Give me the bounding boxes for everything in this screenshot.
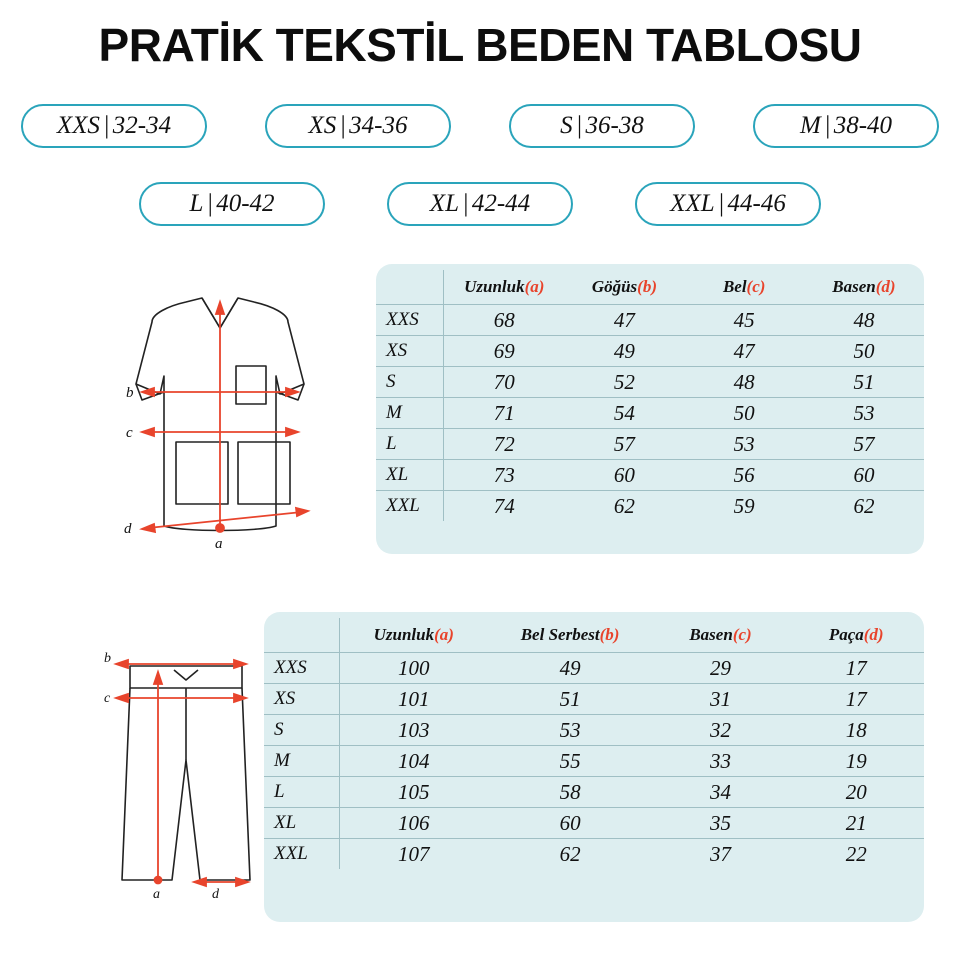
size-pill-xl[interactable]	[387, 182, 573, 226]
size-pill-l[interactable]	[139, 182, 325, 226]
cell-gogus: 52	[564, 367, 684, 398]
size-pill-code: XXS	[56, 112, 100, 139]
label-b: b	[104, 651, 111, 666]
cell-gogus: 60	[564, 460, 684, 491]
cell-uzunluk: 72	[444, 429, 565, 460]
cell-paca: 17	[788, 684, 924, 715]
cell-basen: 35	[653, 808, 789, 839]
label-a: a	[153, 887, 160, 902]
cell-bel-serbest: 62	[559, 841, 581, 866]
page-title: PRATİK TEKSTİL BEDEN TABLOSU	[98, 19, 862, 71]
label-c: c	[126, 425, 133, 441]
size-pill-code: S	[560, 112, 573, 139]
cell-uzunluk: 103	[340, 715, 488, 746]
cell-bel: 56	[684, 460, 803, 491]
cell-basen: 50	[804, 336, 924, 367]
size-pill-range: 36-38	[585, 112, 644, 139]
row-size: XXS	[376, 305, 444, 336]
column-label: Bel	[722, 277, 747, 296]
cell-uzunluk: 69	[444, 336, 565, 367]
cell-uzunluk: 68	[444, 305, 565, 336]
cell-uzunluk: 70	[444, 367, 565, 398]
cell-basen: 34	[653, 777, 789, 808]
label-b: b	[126, 385, 134, 401]
column-header-bel-serbest	[488, 618, 653, 653]
table-row	[376, 491, 924, 522]
cell-basen: 33	[653, 746, 789, 777]
table-row	[264, 746, 924, 777]
column-marker: (b)	[637, 277, 657, 296]
size-pill-range: 38-40	[833, 112, 893, 139]
column-header-bel	[684, 270, 803, 305]
table-row	[264, 839, 924, 870]
cell-uzunluk: 71	[444, 398, 565, 429]
bottom-size-table	[264, 618, 924, 869]
table-row	[376, 336, 924, 367]
cell-gogus: 49	[564, 336, 684, 367]
column-label: Göğüs	[591, 277, 638, 296]
cell-uzunluk: 105	[340, 777, 488, 808]
table-row	[376, 429, 924, 460]
cell-gogus: 47	[564, 305, 684, 336]
row-size: L	[264, 777, 340, 808]
cell-bel-serbest: 53	[488, 715, 653, 746]
column-marker: (c)	[732, 625, 752, 644]
size-pill-separator: |	[339, 112, 347, 139]
table-row	[264, 684, 924, 715]
column-label: Uzunluk	[464, 277, 525, 296]
table-header-row	[264, 618, 924, 653]
column-header-basen	[804, 270, 924, 305]
cell-basen: 57	[804, 429, 924, 460]
cell-bel: 50	[684, 398, 803, 429]
cell-basen: 62	[853, 493, 875, 518]
cell-paca: 20	[788, 777, 924, 808]
cell-bel: 59	[733, 493, 755, 518]
row-size: XXL	[376, 491, 444, 522]
size-pill-range: 42-44	[471, 190, 531, 217]
column-marker: (d)	[863, 625, 884, 644]
size-pill-separator: |	[575, 112, 583, 139]
column-header-uzunluk	[340, 618, 488, 653]
size-pill-range: 34-36	[349, 112, 408, 139]
label-c: c	[104, 691, 111, 706]
cell-gogus: 54	[564, 398, 684, 429]
top-size-table-card	[376, 264, 924, 554]
cell-basen: 48	[804, 305, 924, 336]
cell-bel: 48	[684, 367, 803, 398]
size-pill-code: M	[799, 112, 821, 139]
cell-uzunluk: 104	[340, 746, 488, 777]
size-pill-code: XS	[308, 112, 337, 139]
cell-basen: 37	[710, 841, 732, 866]
column-header-paca	[788, 618, 924, 653]
cell-bel: 45	[684, 305, 803, 336]
table-header-row	[376, 270, 924, 305]
cell-basen: 29	[653, 653, 789, 684]
size-pill-range: 44-46	[727, 190, 786, 217]
size-pill-m[interactable]	[753, 104, 939, 148]
cell-bel-serbest: 49	[488, 653, 653, 684]
table-row	[264, 777, 924, 808]
column-marker: (d)	[875, 277, 896, 296]
row-size: XXL	[264, 839, 340, 870]
cell-paca: 17	[788, 653, 924, 684]
row-size: XL	[376, 460, 444, 491]
row-size: S	[376, 367, 444, 398]
cell-uzunluk: 107	[398, 841, 430, 866]
cell-paca: 18	[788, 715, 924, 746]
top-size-table	[376, 270, 924, 521]
size-pill-xxl[interactable]	[635, 182, 821, 226]
cell-bel: 47	[684, 336, 803, 367]
cell-uzunluk: 106	[340, 808, 488, 839]
label-a: a	[215, 536, 223, 550]
table-row	[264, 715, 924, 746]
row-size: XS	[264, 684, 340, 715]
column-marker: (b)	[599, 625, 620, 644]
column-header-size	[264, 618, 340, 653]
row-size: L	[376, 429, 444, 460]
size-pill-code: L	[189, 190, 204, 217]
size-pill-row-1	[0, 104, 960, 148]
row-size: XXS	[264, 653, 340, 684]
column-marker: (c)	[746, 277, 766, 296]
size-pill-separator: |	[102, 112, 110, 139]
cell-bel-serbest: 60	[488, 808, 653, 839]
column-label: Paça	[828, 625, 864, 644]
row-size: XS	[376, 336, 444, 367]
size-pill-code: XXL	[670, 190, 715, 217]
cell-gogus: 57	[564, 429, 684, 460]
cell-basen: 60	[804, 460, 924, 491]
cell-basen: 53	[804, 398, 924, 429]
size-pill-xxs[interactable]	[21, 104, 207, 148]
row-size: S	[264, 715, 340, 746]
size-pill-s[interactable]	[509, 104, 695, 148]
cell-paca: 21	[788, 808, 924, 839]
column-marker: (a)	[524, 277, 545, 296]
table-row	[264, 653, 924, 684]
size-pill-separator: |	[461, 190, 469, 217]
size-pill-code: XL	[429, 190, 459, 217]
size-pill-separator: |	[206, 190, 214, 217]
table-row	[376, 398, 924, 429]
cell-basen: 32	[653, 715, 789, 746]
cell-bel-serbest: 55	[488, 746, 653, 777]
cell-uzunluk: 74	[493, 493, 515, 518]
scrub-pants-diagram	[96, 640, 276, 910]
size-pill-separator: |	[823, 112, 831, 139]
cell-bel-serbest: 51	[488, 684, 653, 715]
column-marker: (a)	[434, 625, 454, 644]
row-size: M	[376, 398, 444, 429]
column-header-uzunluk	[444, 270, 565, 305]
label-d: d	[124, 521, 132, 537]
column-label: Uzunluk	[373, 625, 435, 644]
table-row	[376, 460, 924, 491]
row-size: M	[264, 746, 340, 777]
size-pill-row-2	[0, 182, 960, 226]
cell-bel: 53	[684, 429, 803, 460]
cell-paca: 22	[845, 841, 867, 866]
cell-gogus: 62	[613, 493, 635, 518]
cell-basen: 31	[653, 684, 789, 715]
label-d: d	[212, 887, 219, 902]
cell-uzunluk: 101	[340, 684, 488, 715]
cell-paca: 19	[788, 746, 924, 777]
bottom-size-table-card	[264, 612, 924, 922]
row-size: XL	[264, 808, 340, 839]
scrub-top-diagram	[90, 280, 350, 550]
column-header-size	[376, 270, 444, 305]
column-label: Basen	[689, 625, 733, 644]
cell-uzunluk: 73	[444, 460, 565, 491]
table-row	[376, 367, 924, 398]
table-row	[264, 808, 924, 839]
column-label: Basen	[832, 277, 876, 296]
column-header-basen	[653, 618, 789, 653]
table-row	[376, 305, 924, 336]
size-pill-xs[interactable]	[265, 104, 451, 148]
column-header-gogus	[564, 270, 684, 305]
cell-basen: 51	[804, 367, 924, 398]
size-pill-separator: |	[717, 190, 725, 217]
size-pill-range: 40-42	[216, 190, 275, 217]
size-pill-range: 32-34	[112, 112, 172, 139]
cell-bel-serbest: 58	[488, 777, 653, 808]
cell-uzunluk: 100	[340, 653, 488, 684]
column-label: Bel Serbest	[520, 625, 600, 644]
